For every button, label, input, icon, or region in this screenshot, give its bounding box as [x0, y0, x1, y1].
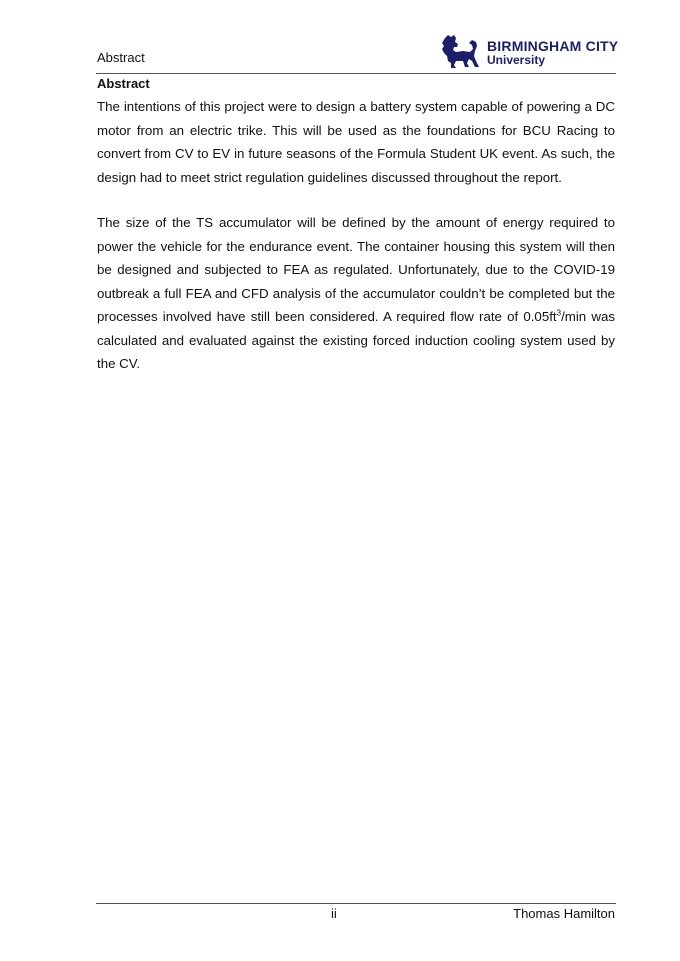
lion-crest-icon	[439, 34, 481, 70]
header-divider	[96, 73, 616, 74]
paragraph-2-text-b: /min was calculated and evaluated against the existing forced induction cooling system used by the CV.	[97, 309, 615, 371]
footer-author: Thomas Hamilton	[513, 906, 615, 921]
abstract-paragraph-2	[97, 211, 615, 376]
logo-name-line1: BIRMINGHAM CITY	[487, 37, 619, 54]
page-number: ii	[331, 906, 337, 921]
logo-name-line2: University	[487, 52, 546, 67]
footer-divider	[96, 903, 616, 904]
running-header-title: Abstract	[97, 50, 145, 65]
abstract-paragraph-1: The intentions of this project were to design a battery system capable of powering a DC motor from an electric trike. This will be used as the foundations for BCU Racing to convert from CV to EV in future seasons of the Formula Student UK event. As such, the design had to meet strict regulation guidelines discussed throughout the report.	[97, 99, 615, 185]
superscript-cubed: 3	[556, 308, 562, 318]
university-logo	[439, 34, 618, 70]
section-heading: Abstract	[97, 76, 150, 91]
logo-wordmark	[487, 39, 618, 66]
paragraph-2-text-a: The size of the TS accumulator will be defined by the amount of energy required to power the vehicle for the endurance event. The container housing this system will then be designed and subjected to FEA as regulated. Unfortunately, due to the COVID-19 outbreak a full FEA and CFD analysis of the accumulator couldn’t be completed but the processes involved have still been considered. A required flow rate of 0.05ft	[97, 215, 615, 324]
